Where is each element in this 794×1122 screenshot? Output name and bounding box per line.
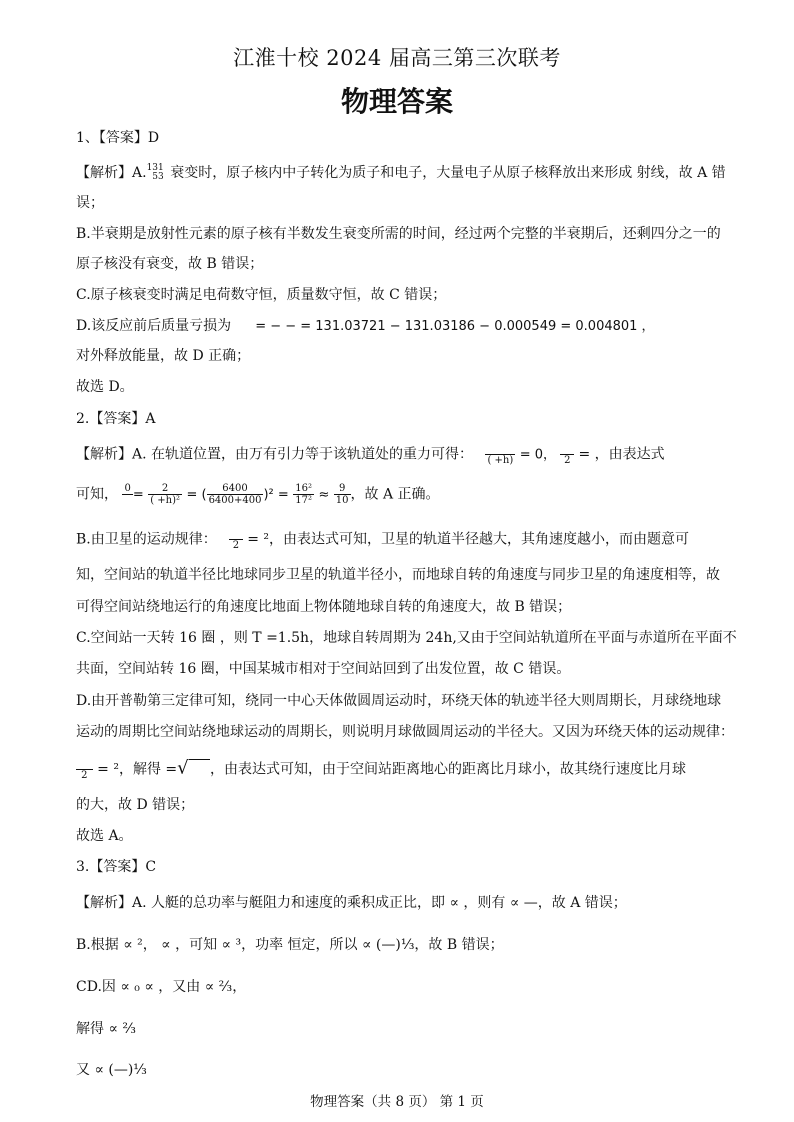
q3-analysis-cd-also: 又 ∝ (—)⅓ <box>76 1062 147 1078</box>
q2-choose: 故选 A。 <box>76 828 133 844</box>
q1-d-label: D.该反应前后质量亏损为 <box>76 318 232 334</box>
q2-a2-frac1 <box>148 483 182 506</box>
q2-a2-frac2-num: 6400 <box>207 483 264 495</box>
q2-a2-frac3-den: 17² <box>295 495 312 506</box>
q2-a2-frac3 <box>293 483 314 506</box>
q1-analysis-c: C.原子核衰变时满足电荷数守恒，质量数守恒，故 C 错误； <box>76 287 447 303</box>
q2-b-pre: B.由卫星的运动规律： <box>76 531 217 548</box>
q2-a-fraction-den: ( +h) <box>487 455 514 466</box>
q2-analysis-a-cont: 可知， 0 = $\frac{2}{\text{( +h)²}}$ = ( $\frac{6400}{6400+400}$ )² = $\frac{\text{16²}}{\text{17²}}$ ≈ $\frac{9}{10}$ ，故 A 正确。 <box>76 483 440 506</box>
q2-d-formula-a: = ²，解得 = <box>97 761 178 778</box>
q2-analysis-b-cont: 知，空间站的轨道半径比地球同步卫星的轨道半径小，而地球自转的角速度与同步卫星的角速度相等，故 <box>76 567 720 583</box>
q2-a2-frac4 <box>334 483 351 506</box>
subject-title: 物理答案 <box>340 85 453 118</box>
q3-analysis-b: B.根据 ∝ ²， ∝ ，可知 ∝ ³，功率 恒定，所以 ∝ (—)⅓，故 B 错误； <box>76 937 504 953</box>
q2-a2-frac2-den: 6400+400 <box>208 495 262 506</box>
q2-a2-frac0 <box>122 483 132 506</box>
q2-a2-end: ，故 A 正确。 <box>350 486 440 503</box>
q2-a2-frac4-den: 10 <box>335 495 349 506</box>
q3-analysis-a: 【解析】A. 人艇的总功率与艇阻力和速度的乘积成正比，即 ∝ ，则有 ∝ —，故 A 错误； <box>76 895 627 911</box>
q2-d-formula-b: ，由表达式可知，由于空间站距离地心的距离比月球小，故其绕行速度比月球 <box>210 761 686 778</box>
q2-analysis-d-cont2: 的大，故 D 错误； <box>76 797 195 813</box>
q2-analysis-d-formula <box>76 758 686 781</box>
q1-nuclide-charge: 53 <box>152 172 164 182</box>
q2-a-fraction2-num <box>560 443 574 455</box>
q2-analysis-b-cont2: 可得空间站绕地运行的角速度比地面上物体随地球自转的角速度大，故 B 错误； <box>76 599 572 615</box>
page-footer: 物理答案（共 8 页） 第 1 页 <box>310 1094 484 1110</box>
q1-answer: 1、【答案】D <box>76 130 160 146</box>
q2-analysis-d: D.由开普勒第三定律可知，绕同一中心天体做圆周运动时，环绕天体的轨迹半径大则周期长，月球绕地球 <box>76 693 722 709</box>
q1-analysis-b-cont: 原子核没有衰变，故 B 错误； <box>76 256 264 272</box>
q2-a-end: = ，由表达式 <box>578 446 665 463</box>
q2-b-fraction-den: 2 <box>232 540 240 551</box>
q2-a-fraction2 <box>560 443 574 466</box>
q2-d-sqrt <box>189 759 210 780</box>
q2-a2-frac2 <box>207 483 264 506</box>
exam-title: 江淮十校 2024 届高三第三次联考 <box>233 46 561 70</box>
q2-a-fraction2-den: 2 <box>564 455 571 466</box>
q2-analysis-d-cont: 运动的周期比空间站绕地球运动的周期长，则说明月球做圆周运动的半径大。又因为环绕天体的运动规律： <box>76 724 734 740</box>
q1-analysis-b: B.半衰期是放射性元素的原子核有半数发生衰变所需的时间，经过两个完整的半衰期后，还剩四分之一的 <box>76 226 721 242</box>
q2-d-fraction-num <box>76 758 93 770</box>
q2-a2-frac1-num: 2 <box>148 483 182 495</box>
q1-analysis-d-cont: 对外释放能量，故 D 正确； <box>76 348 251 364</box>
q2-a-fraction-num <box>485 443 515 455</box>
q3-analysis-cd-solve: 解得 ∝ ⅔ <box>76 1021 136 1037</box>
q2-a2-frac1-den: ( +h)² <box>150 495 180 506</box>
q2-b-fraction <box>229 528 243 551</box>
q2-a2-frac3-num: 16² <box>295 483 312 494</box>
q2-a2-frac0-den <box>122 495 132 506</box>
q2-b-mid: = ²，由表达式可知，卫星的轨道半径越大，其角速度越小，而由题意可 <box>247 531 689 548</box>
q3-analysis-cd: CD.因 ∝ ₀ ∝ ，又由 ∝ ⅔， <box>76 979 247 995</box>
q2-a2-approx: ≈ <box>318 487 330 503</box>
q2-b-fraction-num <box>229 528 243 540</box>
q1-analysis-d <box>76 316 655 337</box>
q1-nuclide <box>147 164 164 182</box>
q2-d-sqrt-sign: √ <box>177 757 189 779</box>
q2-a2-frac4-num: 9 <box>334 483 351 495</box>
q2-analysis-b <box>76 528 689 551</box>
q2-analysis-c-cont: 共面，空间站转 16 圈，中国某城市相对于空间站回到了出发位置，故 C 错误。 <box>76 661 571 677</box>
q2-answer: 2.【答案】A <box>76 411 156 427</box>
q3-answer: 3.【答案】C <box>76 859 157 875</box>
q1-a-label: 【解析】A. <box>76 165 147 181</box>
q1-analysis-a <box>76 163 726 183</box>
q2-a2-pre: 可知， <box>76 486 118 503</box>
q2-d-fraction-den: 2 <box>81 770 88 781</box>
q2-analysis-a <box>76 443 665 466</box>
q2-a2-mid: = ( <box>186 487 207 503</box>
q2-a-mid: = 0， <box>519 447 557 463</box>
q2-a-fraction <box>485 443 515 466</box>
q1-choose: 故选 D。 <box>76 379 134 395</box>
q1-analysis-a-cont: 误； <box>76 195 104 211</box>
q1-nuclide-mass: 131 <box>146 163 164 173</box>
q2-a-text: 【解析】A. 在轨道位置，由万有引力等于该轨道处的重力可得： <box>76 446 474 463</box>
q2-d-fraction <box>76 758 93 781</box>
q1-d-equation: = − − = 131.03721 − 131.03186 − 0.000549 = 0.004801 ， <box>255 319 655 334</box>
q2-a2-sq: )² = <box>263 487 289 503</box>
q2-a2-frac0-num: 0 <box>124 483 131 494</box>
q1-a-text: 衰变时，原子核内中子转化为质子和电子，大量电子从原子核释放出来形成 射线，故 A 错 <box>165 165 726 181</box>
q2-analysis-c: C.空间站一天转 16 圈 ，则 T =1.5h，地球自转周期为 24h,又由于空间站轨道所在平面与赤道所在平面不 <box>76 630 737 646</box>
